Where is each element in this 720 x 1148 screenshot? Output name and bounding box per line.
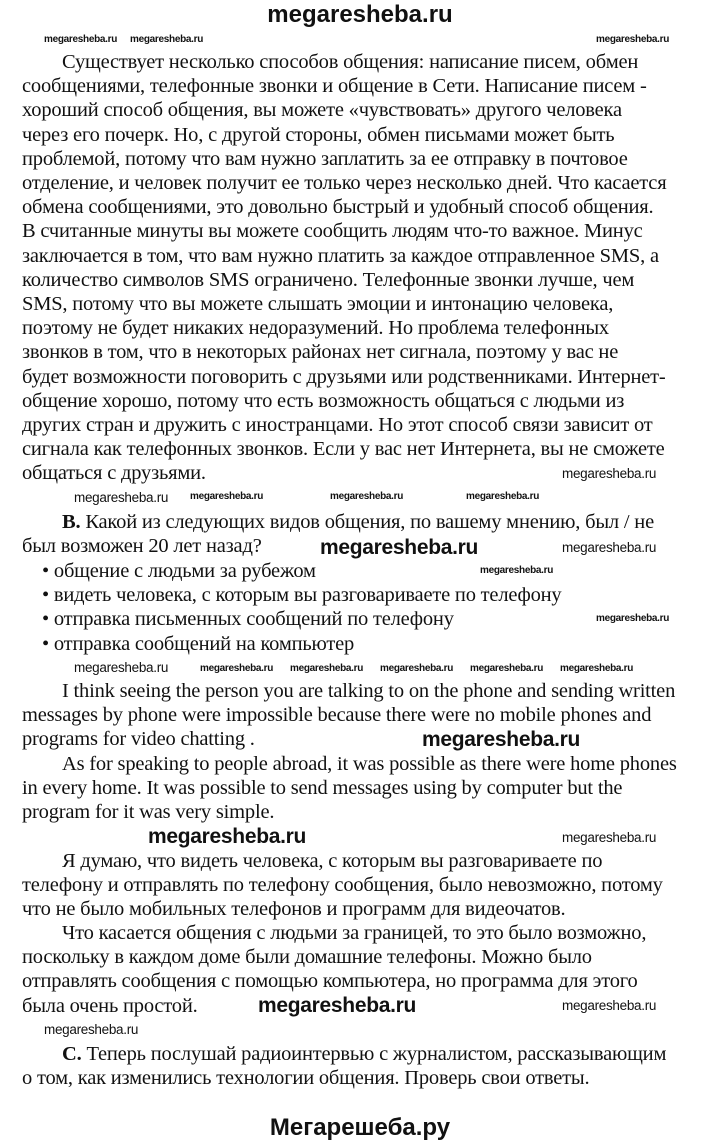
intro-line: поэтому не будет никаких недоразумений. Но проблема телефонных — [22, 317, 609, 340]
watermark: megaresheba.ru — [74, 660, 169, 675]
section-b-question-text: Какой из следующих видов общения, по вашему мнению, был / не — [80, 511, 654, 533]
intro-line: будет возможности поговорить с друзьями или родственниками. Интернет- — [22, 365, 666, 388]
russian-2-line: поскольку в каждом доме были домашние телефоны. Можно было — [22, 946, 592, 969]
watermark: megaresheba.ru — [562, 830, 657, 845]
intro-line: общаться с друзьями. — [22, 462, 206, 485]
watermark: megaresheba.ru — [562, 998, 657, 1013]
russian-2-line: Что касается общения с людьми за границей, то это было возможно, — [62, 922, 647, 944]
intro-line: обмена сообщениями, это довольно быстрый и удобный способ общения. — [22, 196, 654, 219]
watermark: megaresheba.ru — [258, 994, 417, 1017]
english-2-line: program for it was very simple. — [22, 801, 275, 824]
watermark: megaresheba.ru — [320, 536, 479, 559]
intro-line: сообщениями, телефонные звонки и общение в Сети. Написание писем - — [22, 75, 647, 98]
watermark: megaresheba.ru — [596, 34, 670, 45]
intro-line: количество символов SMS ограничено. Телефонные звонки лучше, чем — [22, 268, 635, 291]
russian-2-line: отправлять сообщения с помощью компьютера, но программа для этого — [22, 970, 638, 993]
english-1-line: I think seeing the person you are talking to on the phone and sending written — [62, 680, 676, 702]
site-header: megaresheba.ru — [267, 1, 453, 28]
watermark: megaresheba.ru — [480, 565, 554, 576]
bullet-item: • отправка письменных сообщений по телефону — [42, 608, 454, 631]
bullet-item: • видеть человека, с которым вы разговариваете по телефону — [42, 584, 562, 607]
bullet-item: • общение с людьми за рубежом — [42, 560, 316, 582]
watermark: megaresheba.ru — [200, 663, 274, 674]
russian-2-line: была очень простой. — [22, 994, 198, 1017]
intro-line: заключается в том, что вам нужно платить за каждое отправленное SMS, а — [22, 244, 659, 267]
watermark: megaresheba.ru — [380, 663, 454, 674]
watermark: megaresheba.ru — [148, 825, 307, 848]
watermark: megaresheba.ru — [560, 663, 634, 674]
watermark: megaresheba.ru — [74, 490, 169, 505]
watermark: megaresheba.ru — [44, 1022, 139, 1037]
english-1-line: messages by phone were impossible because there were no mobile phones and — [22, 704, 652, 727]
section-c-line — [62, 1042, 666, 1066]
section-b-question-line: был возможен 20 лет назад? — [22, 535, 262, 557]
intro-line: общение хорошо, потому что есть возможность общаться с людьми из — [22, 389, 625, 412]
intro-line: хороший способ общения, вы можете «чувствовать» другого человека — [22, 99, 622, 122]
intro-line: отделение, и человек получит ее только через несколько дней. Что касается — [22, 172, 667, 194]
english-2-line: As for speaking to people abroad, it was possible as there were home phones — [62, 753, 677, 775]
section-c-label: C. — [62, 1043, 82, 1065]
watermark: megaresheba.ru — [562, 540, 657, 555]
watermark: megaresheba.ru — [422, 728, 581, 751]
russian-1-line: что не было мобильных телефонов и программ для видеочатов. — [22, 898, 566, 921]
watermark: megaresheba.ru — [290, 663, 364, 674]
watermark: megaresheba.ru — [190, 491, 264, 502]
intro-line: звонков в том, что в некоторых районах нет сигнала, поэтому у вас не — [22, 341, 619, 364]
section-c-text: Теперь послушай радиоинтервью с журналистом, рассказывающим — [81, 1043, 667, 1065]
section-b-question-line — [62, 510, 654, 534]
watermark: megaresheba.ru — [466, 491, 540, 502]
russian-1-line: телефону и отправлять по телефону сообщения, было невозможно, потому — [22, 874, 663, 897]
watermark: megaresheba.ru — [470, 663, 544, 674]
english-2-line: in every home. It was possible to send messages using by computer but the — [22, 777, 623, 800]
intro-line: Существует несколько способов общения: написание писем, обмен — [62, 51, 639, 73]
watermark: megaresheba.ru — [596, 613, 670, 624]
intro-line: других стран и дружить с иностранцами. Но этот способ связи зависит от — [22, 414, 653, 436]
bullet-item: • отправка сообщений на компьютер — [42, 632, 355, 655]
intro-line: проблемой, потому что вам нужно заплатить за ее отправку в почтовое — [22, 147, 628, 170]
site-footer: Мегарешеба.ру — [269, 1114, 451, 1141]
watermark: megaresheba.ru — [562, 466, 657, 481]
watermark: megaresheba.ru — [44, 34, 118, 45]
intro-line: В считанные минуты вы можете сообщить людям что-то важное. Минус — [22, 220, 643, 243]
intro-line: сигнала как телефонных звонков. Если у вас нет Интернета, вы не сможете — [22, 438, 665, 461]
section-c-line: о том, как изменились технологии общения. Проверь свои ответы. — [22, 1067, 590, 1089]
watermark: megaresheba.ru — [330, 491, 404, 502]
intro-line: SMS, потому что вы можете слышать эмоции и интонацию человека, — [22, 293, 614, 315]
english-1-line: programs for video chatting . — [22, 728, 255, 751]
section-b-label: B. — [62, 511, 81, 533]
russian-1-line: Я думаю, что видеть человека, с которым вы разговариваете по — [62, 850, 603, 872]
intro-line: через его почерк. Но, с другой стороны, обмен письмами может быть — [22, 123, 615, 146]
watermark: megaresheba.ru — [130, 34, 204, 45]
